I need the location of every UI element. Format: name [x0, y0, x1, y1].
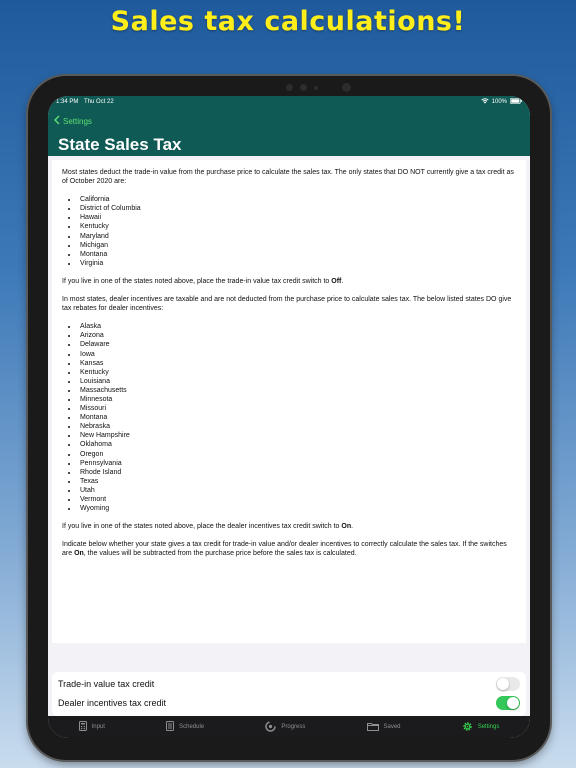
- schedule-icon: [166, 721, 174, 733]
- incentive-note: If you live in one of the states noted above, place the dealer incentives tax credit switch to On.: [62, 523, 354, 531]
- list-item: • Iowa: [78, 350, 516, 359]
- list-item: • Maryland: [78, 232, 516, 241]
- battery-percent: 100%: [491, 99, 507, 105]
- list-item: • Rhode Island: [78, 468, 516, 477]
- sensor-dot: [300, 84, 307, 91]
- list-item: • Oklahoma: [78, 440, 516, 449]
- tax-credit-toggles: [52, 672, 526, 716]
- ipad-frame: [28, 76, 550, 760]
- chevron-left-icon: [54, 115, 60, 127]
- sensor-dot: [314, 86, 318, 90]
- list-item: • Montana: [78, 413, 516, 422]
- list-item: • Montana: [78, 250, 516, 259]
- list-item: • Texas: [78, 477, 516, 486]
- list-item: • Virginia: [78, 259, 516, 268]
- back-button-label: Settings: [63, 116, 92, 126]
- tab-progress[interactable]: [265, 721, 305, 734]
- promo-headline: Sales tax calculations!: [110, 6, 466, 37]
- tradein-note: If you live in one of the states noted above, place the trade-in value tax credit switch to Off.: [62, 277, 344, 285]
- list-item: • Oregon: [78, 450, 516, 459]
- page-title: State Sales Tax: [58, 135, 182, 154]
- gear-icon: [462, 721, 473, 734]
- status-time: 1:34 PM: [56, 99, 79, 105]
- tab-label: Saved: [383, 724, 401, 730]
- list-item: • Michigan: [78, 241, 516, 250]
- list-item: • Louisiana: [78, 377, 516, 386]
- list-item: • Kentucky: [78, 368, 516, 377]
- list-item: • Arizona: [78, 331, 516, 340]
- list-item: • California: [78, 195, 516, 204]
- list-item: • Massachusetts: [78, 386, 516, 395]
- rebate-state-list: [62, 322, 516, 513]
- intro-paragraph: Most states deduct the trade-in value from the purchase price to calculate the sales tax. The only states that DO NOT currently give a tax credit as of October 2020 are:: [62, 169, 514, 186]
- tab-label: Settings: [477, 724, 500, 730]
- calculator-icon: [79, 721, 87, 733]
- tradein-tax-credit-switch[interactable]: [496, 677, 520, 691]
- list-item: • Wyoming: [78, 504, 516, 513]
- camera-lens: [342, 83, 351, 92]
- battery-icon: [510, 98, 522, 106]
- list-item: • Vermont: [78, 495, 516, 504]
- list-item: • Minnesota: [78, 395, 516, 404]
- tab-saved[interactable]: [367, 722, 401, 733]
- status-bar: [48, 96, 530, 108]
- back-button[interactable]: [54, 115, 92, 127]
- list-item: • Pennsylvania: [78, 459, 516, 468]
- progress-icon: [265, 721, 276, 734]
- tab-label: Schedule: [179, 724, 205, 730]
- list-item: • Alaska: [78, 322, 516, 331]
- wifi-icon: [481, 98, 489, 106]
- switch-knob: [497, 678, 509, 690]
- tab-schedule[interactable]: [166, 721, 204, 733]
- list-item: • Delaware: [78, 340, 516, 349]
- list-item: • Hawaii: [78, 213, 516, 222]
- navigation-bar: [48, 108, 530, 156]
- incentives-toggle-label: Dealer incentives tax credit: [58, 698, 167, 708]
- incentives-tax-credit-switch[interactable]: [496, 696, 520, 710]
- app-screen: [48, 96, 530, 738]
- list-item: • New Hampshire: [78, 431, 516, 440]
- tab-settings[interactable]: [462, 721, 500, 734]
- list-item: • Kentucky: [78, 222, 516, 231]
- list-item: • Nebraska: [78, 422, 516, 431]
- incentives-paragraph: In most states, dealer incentives are taxable and are not deducted from the purchase price to calculate sales tax. The below listed states DO give tax rebates for dealer incentives:: [62, 296, 512, 313]
- list-item: • District of Columbia: [78, 204, 516, 213]
- camera-bar: [278, 84, 368, 92]
- info-text-view[interactable]: [52, 160, 526, 643]
- list-item: • Kansas: [78, 359, 516, 368]
- tab-label: Input: [91, 724, 105, 730]
- tab-input[interactable]: [79, 721, 105, 733]
- list-item: • Missouri: [78, 404, 516, 413]
- incentives-toggle-row: [58, 694, 520, 712]
- list-item: • Utah: [78, 486, 516, 495]
- tab-bar: [48, 716, 530, 738]
- switch-knob: [507, 697, 519, 709]
- tradein-toggle-row: [58, 675, 520, 693]
- no-credit-state-list: [62, 195, 516, 268]
- status-date: Thu Oct 22: [84, 99, 114, 105]
- folder-icon: [367, 722, 379, 733]
- tradein-toggle-label: Trade-in value tax credit: [58, 679, 155, 689]
- sensor-dot: [286, 84, 293, 91]
- final-paragraph: Indicate below whether your state gives a tax credit for trade-in value and/or dealer incentives to correctly calculate the sales tax. If the switches are On, the values will be subtracted from the purchase price before the sales tax is calculated.: [62, 541, 507, 558]
- tab-label: Progress: [281, 724, 306, 730]
